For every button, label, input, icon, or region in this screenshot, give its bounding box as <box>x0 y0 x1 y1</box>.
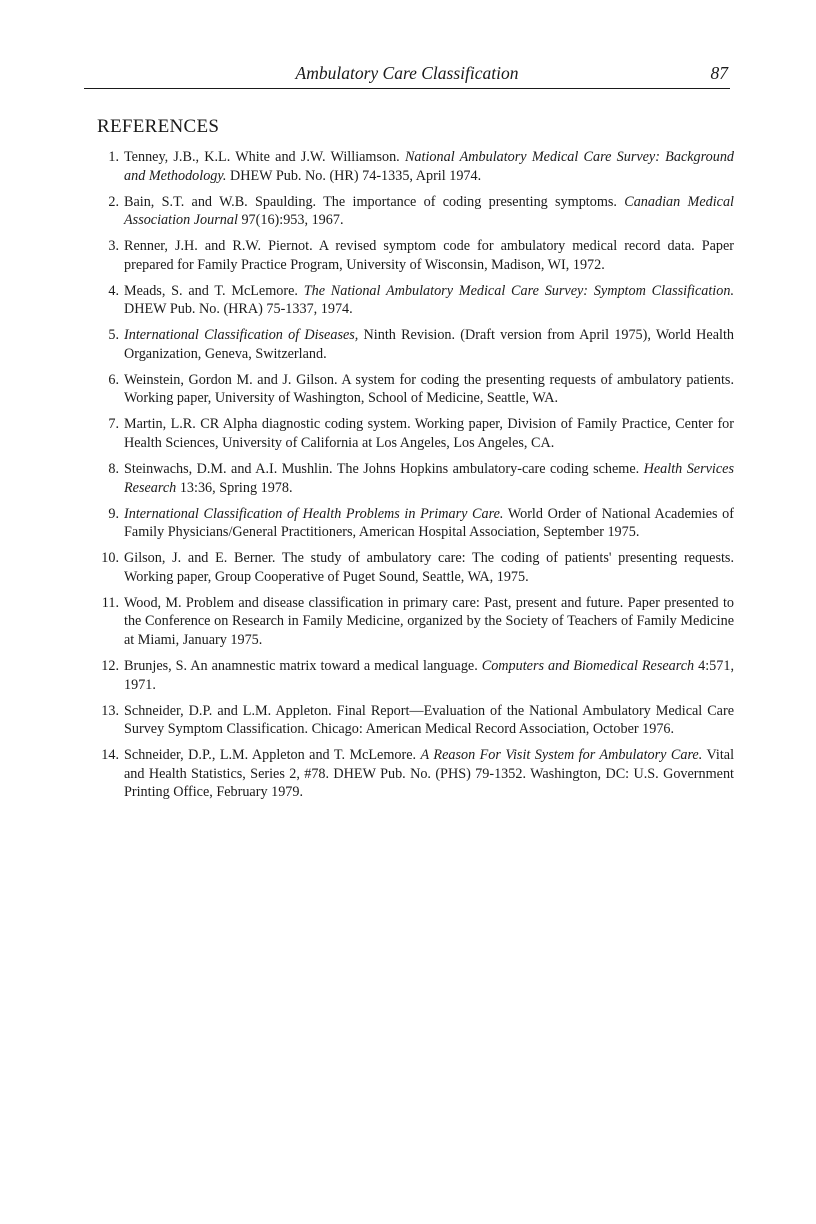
reference-item <box>92 282 734 319</box>
reference-italic-segment: National Ambulatory Medical Care Survey: Background and Methodology. <box>124 149 735 184</box>
reference-list <box>92 148 734 809</box>
reference-item <box>92 657 734 694</box>
reference-number: 5. <box>108 327 119 344</box>
reference-item <box>92 371 734 408</box>
reference-segment: Renner, J.H. and R.W. Piernot. A revised symptom code for ambulatory medical record data. Paper prepared for Family Practice Program, University of Wisconsin, Madison, WI, 1972. <box>124 238 734 273</box>
reference-text <box>124 594 734 650</box>
reference-item <box>92 237 734 274</box>
reference-item <box>92 505 734 542</box>
reference-text <box>124 505 734 542</box>
reference-text <box>124 237 734 274</box>
reference-segment: 4:571, 1971. <box>124 657 734 693</box>
reference-text <box>124 148 734 185</box>
reference-item <box>92 460 734 497</box>
reference-text <box>124 746 734 802</box>
reference-segment: 97(16):953, 1967. <box>237 212 344 229</box>
reference-number: 1. <box>108 149 119 165</box>
reference-number: 3. <box>108 238 119 255</box>
reference-item <box>92 702 734 739</box>
reference-item <box>92 415 734 452</box>
reference-segment: Vital and Health Statistics, Series 2, #78. DHEW Pub. No. (PHS) 79-1352. Washington, DC: U.S. Government Printing Office, February 1979. <box>124 747 735 801</box>
reference-text <box>124 326 734 363</box>
reference-item <box>92 326 734 363</box>
reference-number: 11. <box>101 594 119 611</box>
reference-segment: Schneider, D.P., L.M. Appleton and T. McLemore. <box>124 747 421 764</box>
reference-segment: World Order of National Academies of Family Physicians/General Practitioners, American Hospital Association, September 1975. <box>124 505 735 541</box>
reference-italic-segment: Computers and Biomedical Research <box>481 657 695 674</box>
reference-text <box>124 282 734 319</box>
reference-item <box>92 549 734 586</box>
running-title: Ambulatory Care Classification <box>295 63 519 83</box>
reference-italic-segment: The National Ambulatory Medical Care Survey: Symptom Classification. <box>303 282 734 299</box>
page-number: 87 <box>710 63 728 83</box>
reference-segment: Brunjes, S. An anamnestic matrix toward a medical language. <box>124 657 482 674</box>
reference-italic-segment: International Classification of Health Problems in Primary Care. <box>124 505 504 522</box>
reference-number: 4. <box>108 282 119 299</box>
reference-segment: Bain, S.T. and W.B. Spaulding. The importance of coding presenting symptoms. <box>124 193 625 210</box>
reference-segment: Meads, S. and T. McLemore. <box>124 282 304 299</box>
reference-segment: Weinstein, Gordon M. and J. Gilson. A system for coding the presenting requests of ambulatory patients. Working paper, University of Washington, School of Medicine, Seattle, WA. <box>124 371 734 407</box>
reference-number: 14. <box>101 747 119 764</box>
reference-italic-segment: Canadian Medical Association Journal <box>124 193 735 229</box>
reference-segment: Tenney, J.B., K.L. White and J.W. Williamson. <box>124 149 405 165</box>
reference-number: 7. <box>108 416 119 433</box>
reference-number: 12. <box>101 657 119 674</box>
reference-item <box>92 594 734 650</box>
reference-segment: Wood, M. Problem and disease classification in primary care: Past, present and future. Paper presented to the Conference on Research in Family Medicine, organized by the Society of Teachers of Family Medicine at Miami, January 1975. <box>124 594 734 648</box>
reference-item <box>92 193 734 230</box>
reference-italic-segment: A Reason For Visit System for Ambulatory Care. <box>420 747 703 764</box>
reference-segment: DHEW Pub. No. (HRA) 75-1337, 1974. <box>124 301 353 318</box>
reference-italic-segment: International Classification of Diseases, <box>124 327 359 344</box>
reference-segment: 13:36, Spring 1978. <box>176 479 293 496</box>
reference-number: 6. <box>108 371 119 388</box>
reference-text <box>124 460 734 497</box>
reference-number: 9. <box>108 505 119 522</box>
reference-segment: DHEW Pub. No. (HR) 74-1335, April 1974. <box>226 167 482 184</box>
reference-segment: Gilson, J. and E. Berner. The study of ambulatory care: The coding of patients' presenting requests. Working paper, Group Cooperative of Puget Sound, Seattle, WA, 1975. <box>124 550 734 585</box>
reference-segment: Steinwachs, D.M. and A.I. Mushlin. The Johns Hopkins ambulatory-care coding scheme. <box>124 461 644 478</box>
running-header <box>84 62 730 89</box>
reference-number: 2. <box>108 193 119 210</box>
reference-text <box>124 371 734 408</box>
reference-segment: Schneider, D.P. and L.M. Appleton. Final Report—Evaluation of the National Ambulatory Medical Care Survey Symptom Classification. Chicago: American Medical Record Association, October 1976. <box>124 702 734 738</box>
reference-italic-segment: Health Services Research <box>124 461 734 496</box>
reference-text <box>124 193 734 230</box>
reference-segment: Ninth Revision. (Draft version from April 1975), World Health Organization, Geneva, Switzerland. <box>124 327 734 362</box>
reference-segment: Martin, L.R. CR Alpha diagnostic coding system. Working paper, Division of Family Practice, Center for Health Sciences, University of California at Los Angeles, Los Angeles, CA. <box>124 416 734 452</box>
reference-text <box>124 657 734 694</box>
reference-item <box>92 746 734 802</box>
section-heading: REFERENCES <box>97 116 220 137</box>
reference-number: 10. <box>101 550 119 567</box>
reference-item <box>92 148 734 185</box>
reference-text <box>124 702 734 739</box>
reference-number: 13. <box>101 702 119 719</box>
reference-text <box>124 549 734 586</box>
reference-number: 8. <box>108 461 119 478</box>
reference-text <box>124 415 734 452</box>
